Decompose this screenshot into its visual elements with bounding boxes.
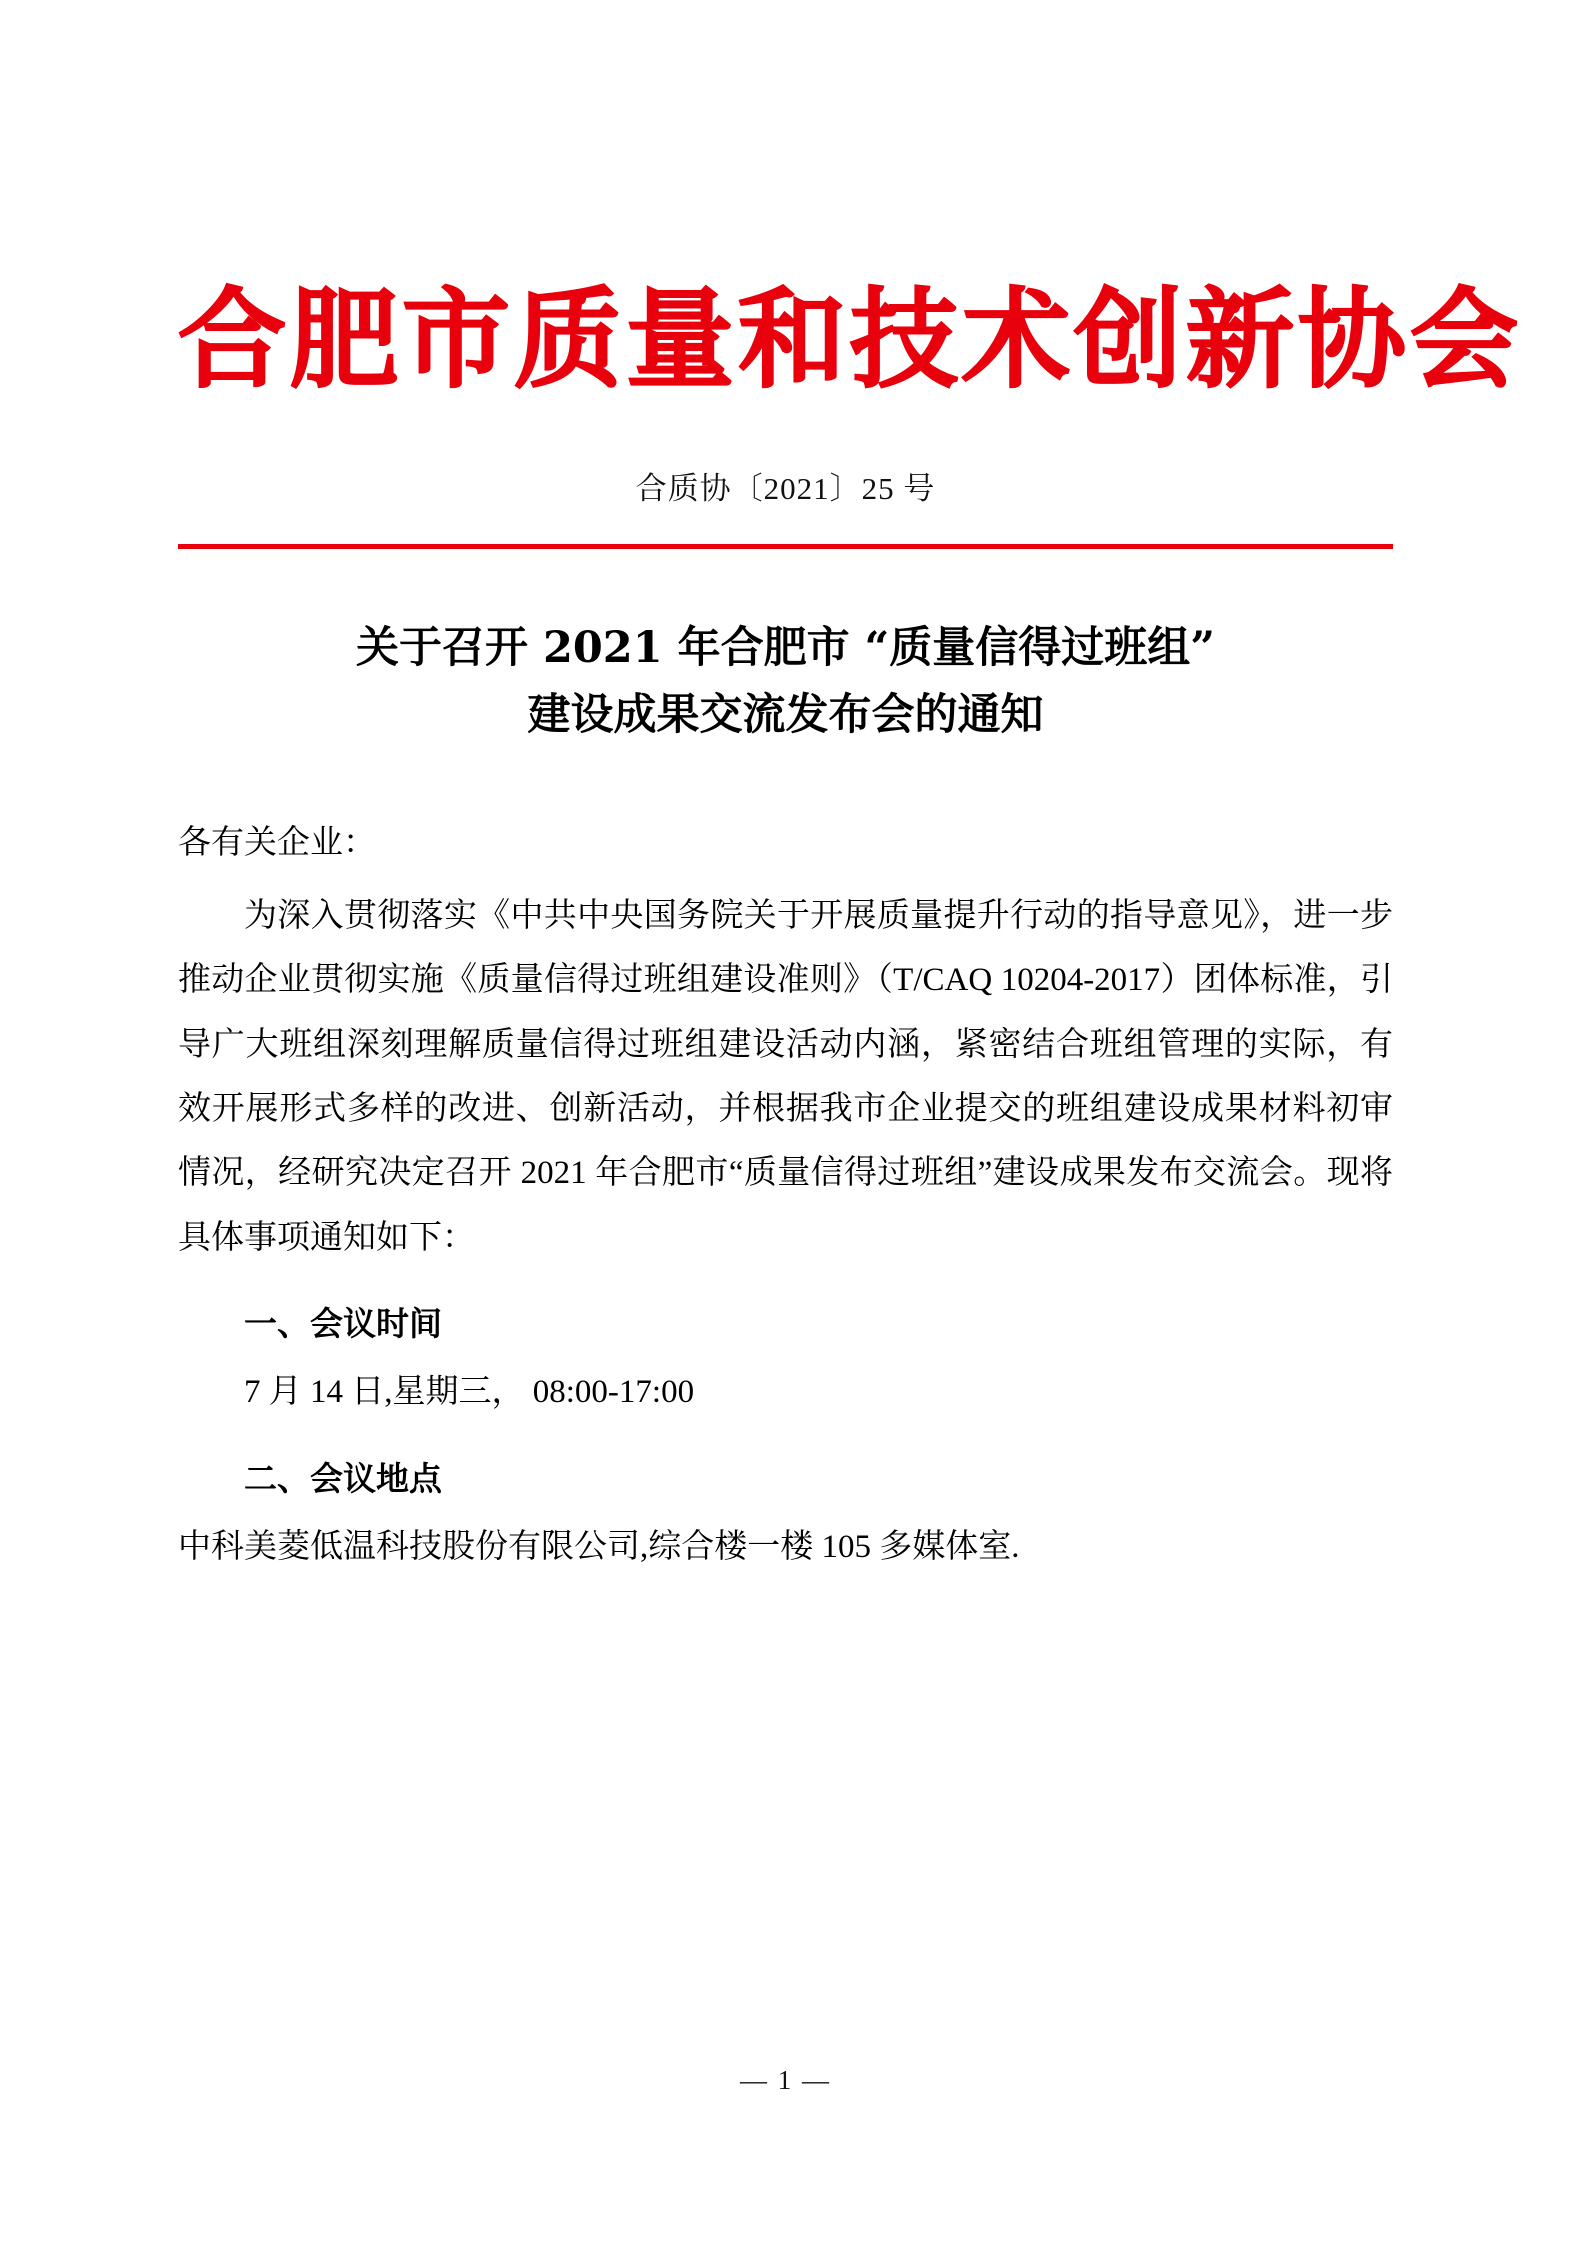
document-content [178, 0, 1523, 1580]
salutation: 各有关企业： [178, 825, 376, 862]
section-heading-meeting-location: 二、会议地点 [244, 1458, 442, 1498]
page-title-line-1: 关于召开 2021 年合肥市 “质量信得过班组” [355, 622, 1216, 673]
section-text-meeting-time: 7 月 14 日,星期三， 08:00-17:00 [244, 1374, 695, 1411]
page-number-footer: — 1 — [740, 2065, 831, 2095]
red-divider-rule [178, 544, 1393, 549]
section-text-meeting-location: 中科美菱低温科技股份有限公司,综合楼一楼 105 多媒体室. [178, 1529, 1020, 1566]
document-number: 合质协〔2021〕25 号 [635, 470, 936, 506]
organization-masthead: 合肥市质量和技术创新协会 [178, 277, 1523, 403]
page-title [178, 615, 1393, 748]
section-heading-meeting-time: 一、会议时间 [244, 1304, 442, 1344]
body-paragraph-1: 为深入贯彻落实《中共中央国务院关于开展质量提升行动的指导意见》，进一步推动企业贯彻实施《质量信得过班组建设准则》（T/CAQ 10204-2017）团体标准，引导广大班组深刻理解质量信得过班组建设活动内涵，紧密结合班组管理的实际，有效开展形式多样的改进、创新活动，并根据我市企业提交的班组建设成果材料初审情况，经研究决定召开 2021 年合肥市“质量信得过班组”建设成果发布交流会。现将具体事项通知如下： [178, 898, 1393, 1256]
page-title-line-2: 建设成果交流发布会的通知 [527, 689, 1044, 740]
